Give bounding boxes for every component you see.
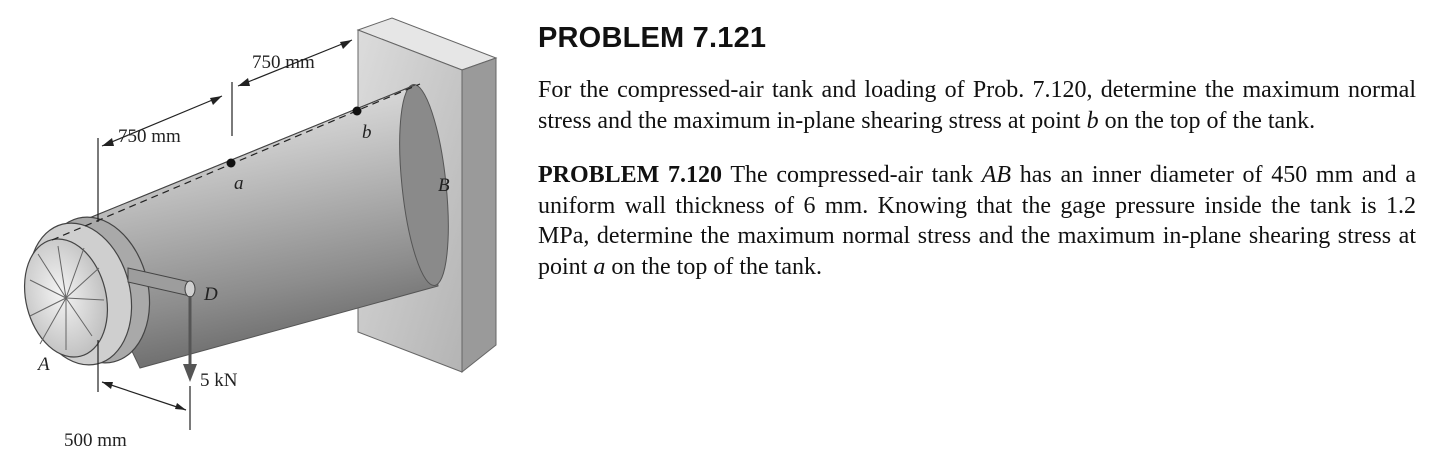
label-D: D — [204, 284, 218, 305]
point-a-marker — [227, 159, 236, 168]
point-b-marker — [353, 107, 362, 116]
p121-text-2: on the top of the tank. — [1098, 107, 1316, 134]
problem-121-text — [538, 75, 1416, 136]
p120-label: PROBLEM 7.120 — [538, 162, 723, 188]
problem-120-text — [538, 160, 1416, 282]
p121-point: b — [1086, 107, 1099, 134]
dim-left-label: 750 mm — [118, 126, 181, 147]
p120-text-3: on the top of the tank. — [605, 253, 822, 280]
dim-top-label: 750 mm — [252, 52, 315, 73]
tank-diagram — [0, 0, 520, 456]
p120-tank: AB — [981, 162, 1012, 188]
problem-title: PROBLEM 7.121 — [538, 22, 767, 54]
label-A: A — [38, 354, 50, 375]
label-b: b — [362, 122, 372, 143]
p121-text-1: For the compressed-air tank and loading of Prob. 7.120, determine the maximum normal stress and the maximum in-plane shearing stress at point — [538, 77, 1416, 134]
problem-text — [538, 22, 1416, 282]
p120-text-1: The compressed-air tank — [722, 162, 982, 188]
load-label: 5 kN — [200, 370, 238, 391]
dim-bottom-label: 500 mm — [64, 430, 127, 451]
label-B: B — [438, 175, 450, 196]
tank-figure — [0, 0, 520, 456]
p120-point: a — [593, 253, 606, 280]
p120-text-2: has an inner diameter of 450 mm and a uniform wall thickness of 6 mm. Knowing that the gage pressure inside the tank is 1.2 MPa, determine the maximum normal stress and the maximum in-plane shearing stress at point — [538, 162, 1416, 280]
label-a: a — [234, 173, 244, 194]
